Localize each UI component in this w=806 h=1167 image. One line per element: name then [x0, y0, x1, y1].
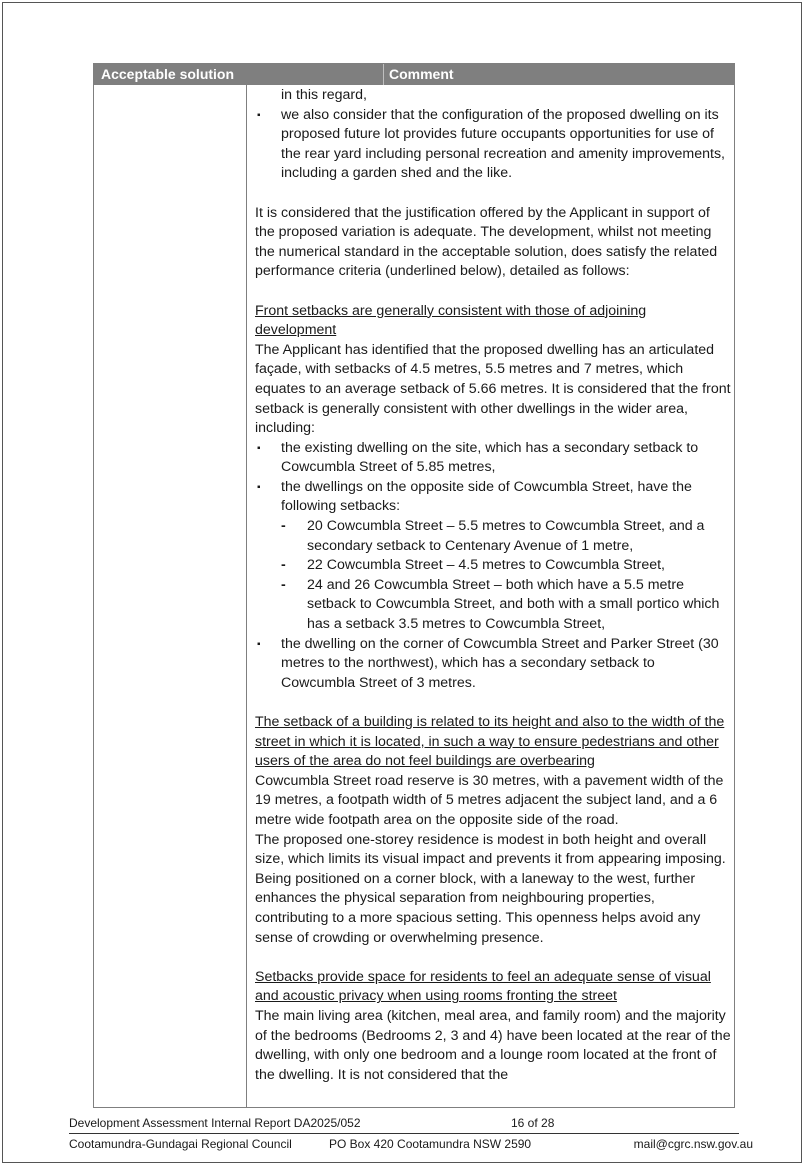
continuation-line: in this regard,	[281, 87, 367, 103]
report-footer	[69, 1113, 739, 1134]
dash-marker: -	[281, 557, 286, 574]
sub-list-item-text: 20 Cowcumbla Street – 5.5 metres to Cowcumbla Street, and a secondary setback to Centenary Avenue of 1 metre,	[307, 518, 705, 554]
bullet-marker: ▪	[257, 109, 261, 121]
criteria-heading: The setback of a building is related to its height and also to the width of the street in which it is located, in such a way to ensure pedestrians and other users of the area do not feel buildings are overbearing	[255, 714, 725, 770]
paragraph: Cowcumbla Street road reserve is 30 metres, with a pavement width of the 19 metres, a footpath width of 5 metres adjacent the subject land, and a 6 metre wide footpath area on the opposite side of the road.	[255, 772, 724, 828]
council-name: Cootamundra-Gundagai Regional Council	[69, 1137, 292, 1151]
table-header-row	[94, 64, 734, 85]
list-item	[255, 635, 731, 694]
list-item	[255, 106, 731, 184]
list-item	[255, 439, 731, 478]
criteria-heading: Setbacks provide space for residents to feel an adequate sense of visual and acoustic privacy when using rooms fronting the street	[255, 968, 711, 1005]
assessment-table	[93, 63, 735, 1108]
sub-list-item	[255, 576, 731, 635]
council-email: mail@cgrc.nsw.gov.au	[633, 1137, 753, 1151]
paragraph: It is considered that the justification offered by the Applicant in support of the proposed variation is adequate. The development, whilst not meeting the numerical standard in the acceptable solution, does satisfy the related performance criteria (underlined below), detailed as follows:	[255, 204, 718, 280]
document-page	[2, 2, 802, 1163]
list-item-text: the dwellings on the opposite side of Cowcumbla Street, have the following setbacks:	[281, 478, 692, 515]
dash-marker: -	[281, 576, 286, 593]
sub-list-item-text: 24 and 26 Cowcumbla Street – both which have a 5.5 metre setback to Cowcumbla Street, and both with a small portico which has a setback 3.5 metres to Cowcumbla Street,	[307, 576, 720, 633]
paragraph: The proposed one-storey residence is modest in both height and overall size, which limits its visual impact and prevents it from appearing imposing. Being positioned on a corner block, with a laneway to the west, further enhances the physical separation from neighbouring properties, contributing to a more spacious setting. This openness helps avoid any sense of crowding or overwhelming presence.	[255, 831, 726, 946]
header-acceptable-solution: Acceptable solution	[101, 66, 235, 82]
list-item-text: the dwelling on the corner of Cowcumbla Street and Parker Street (30 metres to the northwest), which has a secondary setback to Cowcumbla Street of 3 metres.	[281, 635, 719, 691]
criteria-heading: Front setbacks are generally consistent with those of adjoining development	[255, 302, 647, 339]
column-divider	[246, 85, 247, 1107]
bullet-marker: ▪	[257, 442, 261, 454]
page-number: 16 of 28	[511, 1116, 555, 1130]
sub-list-item-text: 22 Cowcumbla Street – 4.5 metres to Cowcumbla Street,	[307, 557, 665, 574]
list-item-text: the existing dwelling on the site, which has a secondary setback to Cowcumbla Street of 5.85 metres,	[281, 439, 699, 476]
bullet-marker: ▪	[257, 638, 261, 650]
header-divider	[383, 64, 384, 85]
report-title: Development Assessment Internal Report DA2025/052	[69, 1116, 361, 1130]
list-item-text: we also consider that the configuration of the proposed dwelling on its proposed future lot provides future occupants opportunities for use of the rear yard including personal recreation and amenity improvements, including a garden shed and the like.	[281, 106, 725, 182]
paragraph: The main living area (kitchen, meal area, and family room) and the majority of the bedrooms (Bedrooms 2, 3 and 4) have been located at the rear of the dwelling, with only one bedroom and a lounge room located at the front of the dwelling. It is not considered that the	[255, 1007, 731, 1083]
bullet-marker: ▪	[257, 481, 261, 493]
header-comment: Comment	[389, 66, 454, 82]
list-item	[255, 478, 731, 517]
council-address: PO Box 420 Cootamundra NSW 2590	[329, 1137, 532, 1151]
dash-marker: -	[281, 518, 286, 535]
sub-list-item	[255, 556, 731, 576]
comment-cell	[255, 86, 731, 1085]
sub-list-item	[255, 517, 731, 556]
paragraph: The Applicant has identified that the proposed dwelling has an articulated façade, with setbacks of 4.5 metres, 5.5 metres and 7 metres, which equates to an average setback of 5.66 metres. It is considered that the front setback is generally consistent with other dwellings in the wider area, including:	[255, 341, 731, 437]
